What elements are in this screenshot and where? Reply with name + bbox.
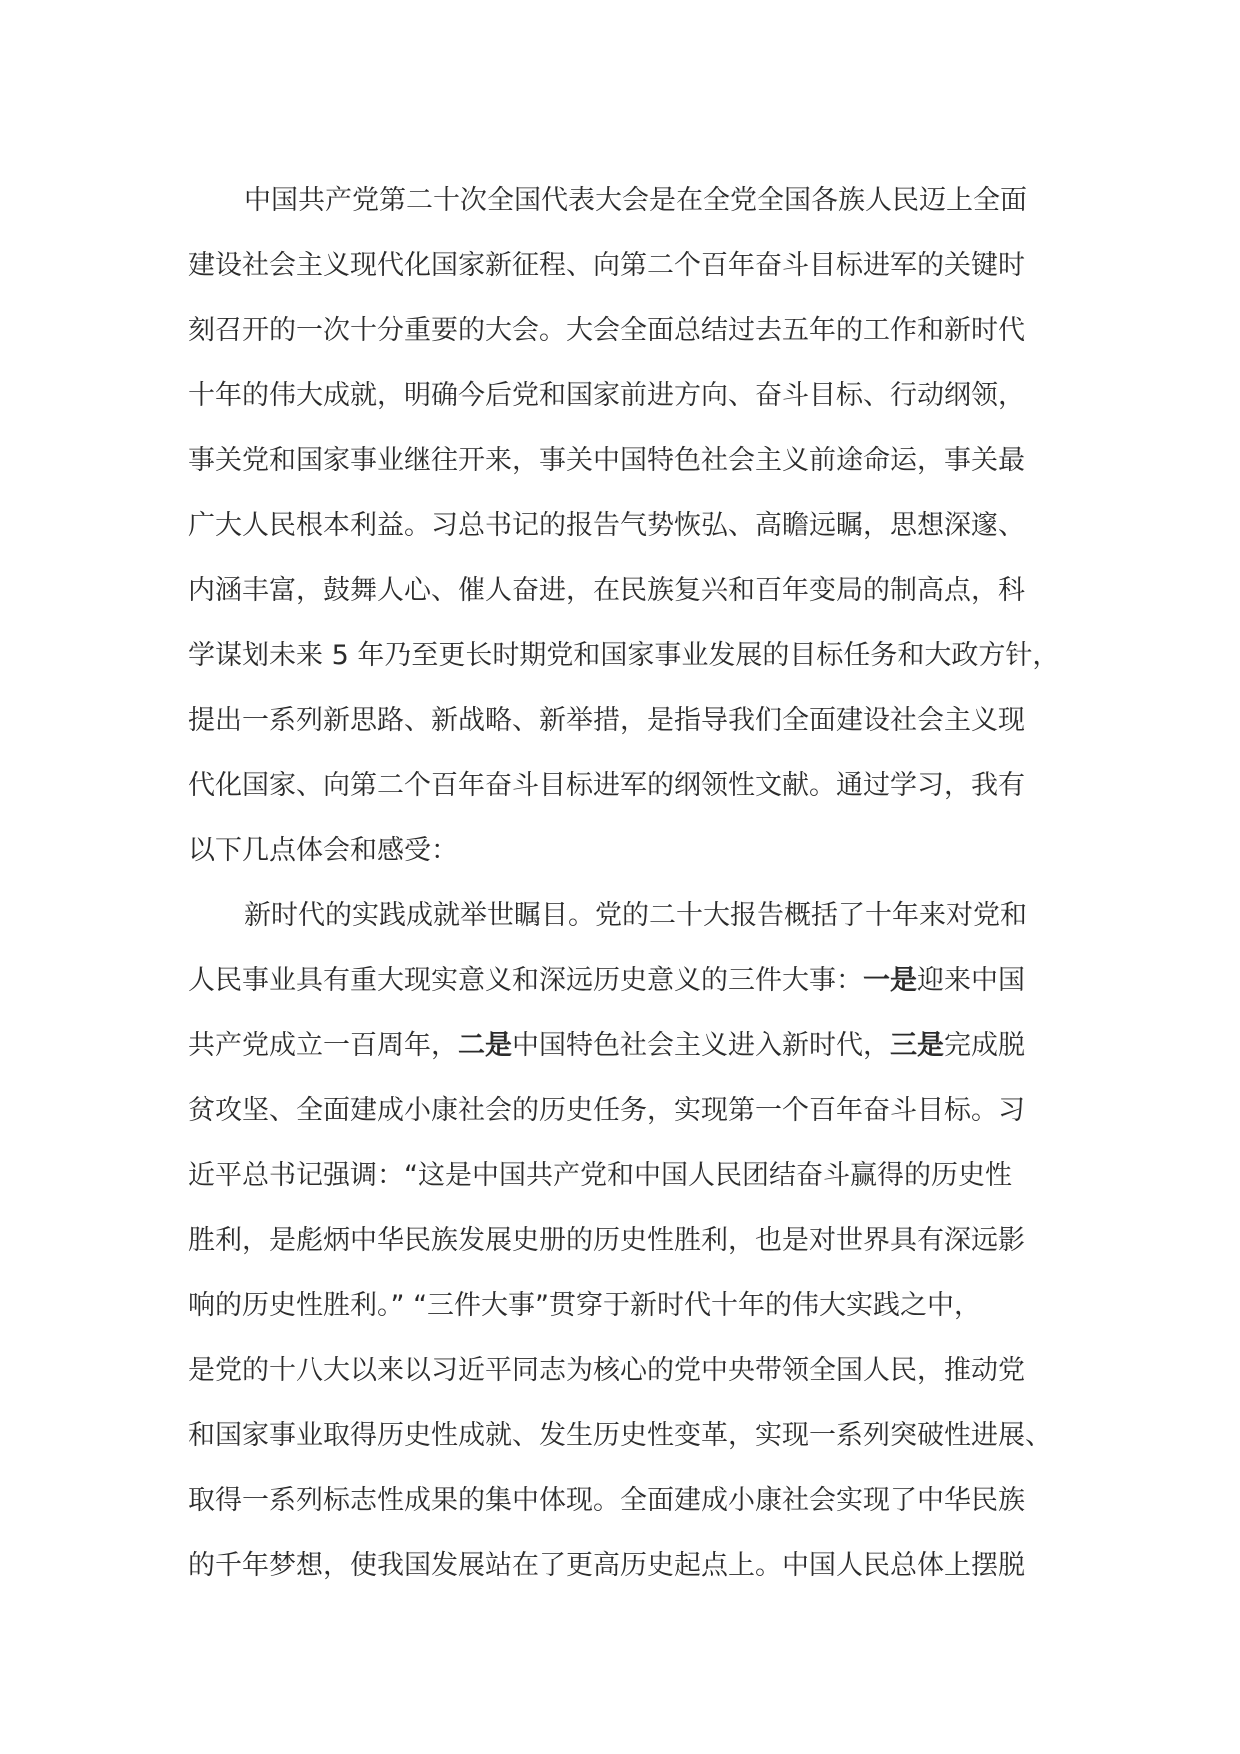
paragraph-2-line	[188, 1013, 1060, 1078]
paragraph-2-line	[188, 948, 1060, 1013]
paragraph-1-line: 建设社会主义现代化国家新征程、向第二个百年奋斗目标进军的关键时	[188, 250, 1025, 281]
paragraph-2-text: 完成脱	[944, 1030, 1025, 1061]
document-body	[188, 168, 1060, 1598]
paragraph-1-line: 十年的伟大成就，明确今后党和国家前进方向、奋斗目标、行动纲领，	[188, 380, 1025, 411]
paragraph-1-line: 事关党和国家事业继往开来，事关中国特色社会主义前途命运，事关最	[188, 445, 1025, 476]
paragraph-2-line: 新时代的实践成就举世瞩目。党的二十大报告概括了十年来对党和	[244, 900, 1027, 931]
paragraph-1-line: 提出一系列新思路、新战略、新举措，是指导我们全面建设社会主义现	[188, 705, 1025, 736]
bold-marker-first: 一是	[863, 965, 917, 996]
paragraph-1-line: 代化国家、向第二个百年奋斗目标进军的纲领性文献。通过学习，我有	[188, 770, 1025, 801]
paragraph-2-line: 近平总书记强调：“这是中国共产党和中国人民团结奋斗赢得的历史性	[188, 1160, 1012, 1191]
paragraph-2-line: 胜利，是彪炳中华民族发展史册的历史性胜利，也是对世界具有深远影	[188, 1225, 1025, 1256]
paragraph-2-line: 的千年梦想，使我国发展站在了更高历史起点上。中国人民总体上摆脱	[188, 1550, 1025, 1581]
paragraph-1-line: 内涵丰富，鼓舞人心、催人奋进，在民族复兴和百年变局的制高点，科	[188, 575, 1025, 606]
paragraph-1-line: 中国共产党第二十次全国代表大会是在全党全国各族人民迈上全面	[244, 185, 1027, 216]
paragraph-1-line: 广大人民根本利益。习总书记的报告气势恢弘、高瞻远瞩，思想深邃、	[188, 510, 1025, 541]
paragraph-2-text: 共产党成立一百周年，	[188, 1030, 458, 1061]
paragraph-1-line: 刻召开的一次十分重要的大会。大会全面总结过去五年的工作和新时代	[188, 315, 1025, 346]
paragraph-2-line: 和国家事业取得历史性成就、发生历史性变革，实现一系列突破性进展、	[188, 1420, 1052, 1451]
paragraph-2-line: 响的历史性胜利。” “三件大事”贯穿于新时代十年的伟大实践之中，	[188, 1290, 982, 1321]
bold-marker-second: 二是	[458, 1030, 512, 1061]
paragraph-2-line: 是党的十八大以来以习近平同志为核心的党中央带领全国人民，推动党	[188, 1355, 1025, 1386]
paragraph-2-text: 人民事业具有重大现实意义和深远历史意义的三件大事：	[188, 965, 863, 996]
paragraph-2-text: 中国特色社会主义进入新时代，	[512, 1030, 890, 1061]
bold-marker-third: 三是	[890, 1030, 944, 1061]
paragraph-2-line: 取得一系列标志性成果的集中体现。全面建成小康社会实现了中华民族	[188, 1485, 1025, 1516]
paragraph-2-text: 迎来中国	[917, 965, 1025, 996]
paragraph-1-line: 以下几点体会和感受：	[188, 835, 458, 866]
paragraph-2-line: 贫攻坚、全面建成小康社会的历史任务，实现第一个百年奋斗目标。习	[188, 1095, 1025, 1126]
paragraph-1-line: 学谋划未来 5 年乃至更长时期党和国家事业发展的目标任务和大政方针，	[188, 640, 1060, 671]
